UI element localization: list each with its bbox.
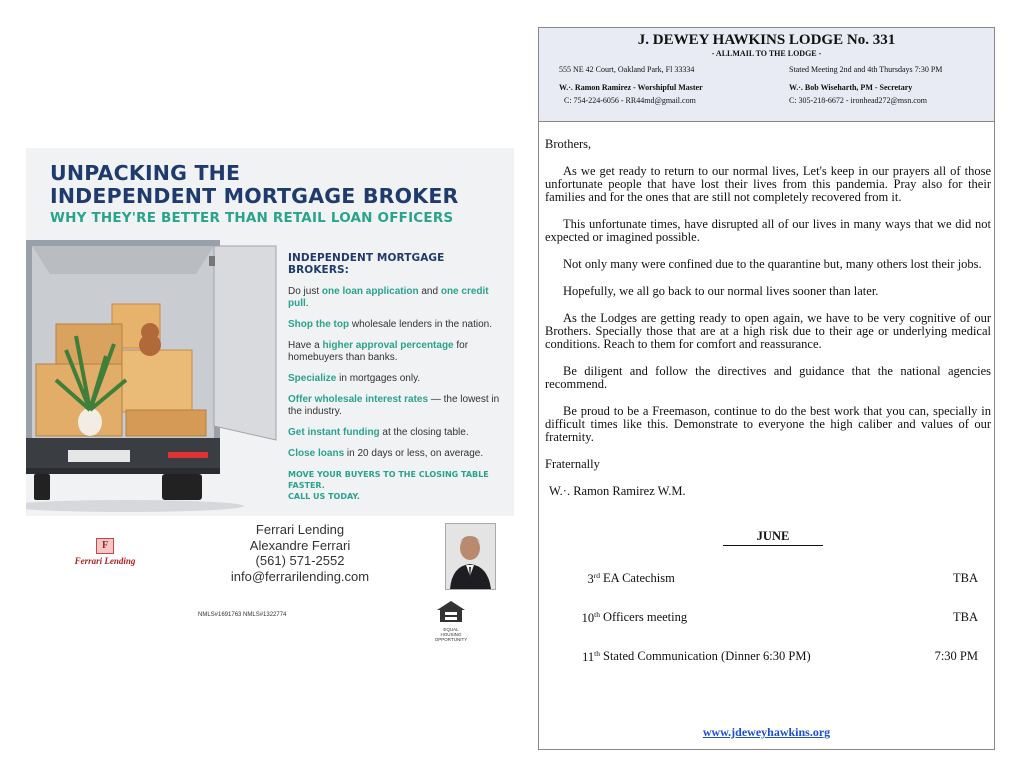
benefit-text: in 20 days or less, on average. xyxy=(344,448,484,459)
month-heading: JUNE xyxy=(723,529,823,546)
eho-text: OPPORTUNITY xyxy=(434,637,468,642)
event-name: Officers meeting xyxy=(603,610,688,624)
benefit-item xyxy=(288,394,508,418)
master-name: W.·. Ramon Ramirez - Worshipful Master xyxy=(559,83,703,92)
ad-subtitle: WHY THEY'RE BETTER THAN RETAIL LOAN OFFICERS xyxy=(50,210,454,226)
moving-truck-illustration xyxy=(26,240,296,516)
benefit-item xyxy=(288,448,508,460)
salutation: Brothers, xyxy=(545,137,592,151)
cta-line: CALL US TODAY. xyxy=(288,492,360,501)
event-date xyxy=(588,571,601,587)
benefit-item xyxy=(288,427,508,439)
benefit-highlight: Close loans xyxy=(288,448,345,459)
contact-name: Alexandre Ferrari xyxy=(249,537,351,553)
meeting-schedule: Stated Meeting 2nd and 4th Thursdays 7:30 PM xyxy=(789,65,943,74)
mortgage-ad xyxy=(26,148,514,516)
benefit-text: for homebuyers than banks. xyxy=(288,340,469,363)
contact-email: info@ferrarilending.com xyxy=(230,568,370,584)
benefit-text: Have a xyxy=(288,340,323,351)
benefit-text: . xyxy=(305,298,309,309)
benefit-highlight: Specialize xyxy=(288,373,337,384)
call-to-action xyxy=(288,469,508,502)
event-day: 11 xyxy=(582,650,595,665)
event-day: 3 xyxy=(587,572,594,587)
lodge-newsletter xyxy=(538,27,995,750)
calendar-event xyxy=(539,571,994,587)
benefit-highlight: one loan application xyxy=(321,286,419,297)
benefit-highlight: Get instant funding xyxy=(288,427,380,438)
tagline: - ALLMAIL TO THE LODGE - xyxy=(711,49,822,58)
letter-paragraph: As we get ready to return to our normal lives, Let's keep in our prayers all of those unfortunate people that have lost their lives from this pandemia. Pray also for their families and for the ones that are still not completely recovered from it. xyxy=(545,164,991,204)
f-logo-icon: F xyxy=(96,538,114,554)
secretary-contact: C: 305-218-6672 - ironhead272@msn.com xyxy=(789,96,928,105)
benefit-highlight: higher approval percentage xyxy=(322,340,454,351)
benefit-text: in mortgages only. xyxy=(336,373,421,384)
ad-title xyxy=(50,162,459,208)
benefit-text: — the lowest in the industry. xyxy=(288,394,500,417)
letter-paragraph: As the Lodges are getting ready to open again, we have to be very cognitive of our Brothers. Specially those that are at a high risk due to their age or underlying medical conditions. Reach to them for comfort and reassurance. xyxy=(545,311,991,351)
website-link[interactable]: www.jdeweyhawkins.org xyxy=(702,725,831,739)
benefit-item xyxy=(288,286,508,310)
logo-text: Ferrari Lending xyxy=(74,556,136,566)
ferrari-lending-logo xyxy=(70,538,140,566)
benefit-text: and xyxy=(418,286,441,297)
benefit-text: wholesale lenders in the nation. xyxy=(349,319,492,330)
contact-company: Ferrari Lending xyxy=(255,522,345,537)
event-time: 7:30 PM xyxy=(934,649,978,663)
letter-paragraph: This unfortunate times, have disrupted all of our lives in many ways that we did not expected or imagined possible. xyxy=(545,217,991,244)
letter-paragraph: Be proud to be a Freemason, continue to do the best work that you can, specially in difficult times like this. Demonstrate to everyone the high caliber and values of our fraternity. xyxy=(545,404,991,444)
event-name: EA Catechism xyxy=(603,571,675,585)
letter-paragraph: Not only many were confined due to the quarantine but, many others lost their jobs. xyxy=(563,257,982,271)
benefit-highlight: Shop the top xyxy=(288,319,350,330)
event-day-suffix: th xyxy=(594,610,600,619)
master-contact: C: 754-224-6056 - RR44md@gmail.com xyxy=(564,96,696,105)
headshot-photo xyxy=(445,523,496,590)
event-date xyxy=(582,649,600,665)
newsletter-header xyxy=(539,28,994,122)
benefit-highlight: one credit pull xyxy=(288,286,489,309)
letter-body xyxy=(545,138,991,512)
event-name: Stated Communication (Dinner 6:30 PM) xyxy=(603,649,811,663)
cta-line: MOVE YOUR BUYERS TO THE CLOSING TABLE FASTER. xyxy=(288,470,489,490)
calendar-event xyxy=(539,649,994,665)
calendar-event xyxy=(539,610,994,626)
contact-block xyxy=(230,522,370,584)
letter-paragraph: Be diligent and follow the directives and guidance that the national agencies recommend. xyxy=(545,364,991,391)
benefit-text: at the closing table. xyxy=(379,427,469,438)
nmls-numbers: NMLS#1691763 NMLS#1322774 xyxy=(198,612,287,618)
eho-text: EQUAL HOUSING xyxy=(440,627,462,637)
event-day: 10 xyxy=(581,611,595,626)
closing: Fraternally xyxy=(545,457,600,471)
secretary-name: W.·. Bob Wiseharth, PM - Secretary xyxy=(789,83,913,92)
ad-title-line1: UNPACKING THE xyxy=(50,161,241,185)
benefit-item xyxy=(288,319,508,331)
event-time: TBA xyxy=(953,610,978,624)
benefit-item xyxy=(288,373,508,385)
event-day-suffix: th xyxy=(594,649,600,658)
equal-housing-logo xyxy=(434,600,468,642)
benefit-highlight: Offer wholesale interest rates xyxy=(288,394,429,405)
benefit-item xyxy=(288,340,508,364)
letter-paragraph: Hopefully, we all go back to our normal lives sooner than later. xyxy=(563,284,879,298)
event-time: TBA xyxy=(953,571,978,585)
event-day-suffix: rd xyxy=(593,571,600,580)
lodge-name: J. DEWEY HAWKINS LODGE No. 331 xyxy=(637,32,896,48)
house-icon xyxy=(436,600,466,622)
signature: W.·. Ramon Ramirez W.M. xyxy=(549,484,686,498)
benefit-text: Do just xyxy=(288,286,322,297)
contact-phone: (561) 571-2552 xyxy=(255,553,345,568)
panel-heading: INDEPENDENT MORTGAGE BROKERS: xyxy=(288,252,445,276)
address: 555 NE 42 Court, Oakland Park, Fl 33334 xyxy=(559,65,695,74)
person-icon xyxy=(446,524,495,589)
ad-title-line2: INDEPENDENT MORTGAGE BROKER xyxy=(50,184,459,208)
broker-benefits-panel xyxy=(288,252,508,502)
event-date xyxy=(582,610,600,626)
